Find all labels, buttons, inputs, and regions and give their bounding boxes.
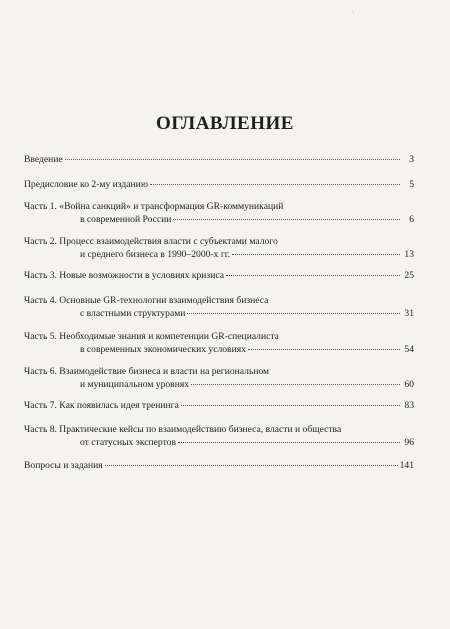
- toc-entry-text-cont: с властными структурами: [80, 307, 186, 319]
- toc-entry-text: Часть 1. «Война санкций» и трансформация GR-коммуникаций: [24, 201, 284, 212]
- leader-dots: [226, 275, 400, 276]
- toc-entry-intro: [24, 154, 414, 167]
- toc-entry-text-cont: и муниципальном уровнях: [80, 378, 190, 390]
- leader-dots: [232, 254, 400, 255]
- toc-page-number: 25: [404, 270, 414, 281]
- toc-page-number: 54: [404, 343, 414, 355]
- leader-dots: [65, 159, 400, 160]
- toc-entry-part-4: [24, 295, 414, 320]
- leader-dots: [105, 465, 398, 466]
- toc-entry-text: Часть 6. Взаимодействие бизнеса и власти на региональном: [24, 366, 270, 377]
- toc-page-number: 31: [404, 307, 414, 319]
- toc-entry-text: Часть 8. Практические кейсы по взаимодействию бизнеса, власти и общества: [24, 424, 342, 435]
- toc-entry-text: Введение: [24, 154, 63, 165]
- toc-entry-part-5: [24, 331, 414, 356]
- scan-mark: \: [352, 8, 355, 17]
- toc-entry-text-cont: в современной России: [80, 213, 172, 225]
- toc-entry-text: Часть 4. Основные GR-технологии взаимодействия бизнеса: [24, 295, 269, 306]
- leader-dots: [173, 219, 400, 220]
- toc-entry-text-cont: в современных экономических условиях: [80, 343, 246, 355]
- toc-page-number: 3: [409, 154, 414, 165]
- leader-dots: [191, 384, 400, 385]
- toc-entry-part-7: [24, 400, 414, 413]
- toc-page-number: 13: [404, 248, 414, 260]
- toc-page-number: 141: [399, 460, 414, 471]
- toc-entry-text-cont: и среднего бизнеса в 1990–2000-х гг.: [80, 248, 231, 260]
- toc-page-number: 60: [404, 378, 414, 390]
- toc-entry-part-8: [24, 424, 414, 449]
- toc-entry-text: Часть 5. Необходимые знания и компетенции GR-специалиста: [24, 331, 279, 342]
- toc-entry-text-cont: от статусных экспертов: [80, 436, 176, 448]
- toc-entry-part-6: [24, 366, 414, 391]
- toc-entry-text: Вопросы и задания: [24, 460, 103, 471]
- toc-entry-part-3: [24, 270, 414, 283]
- toc-entry-text: Часть 7. Как появилась идея тренинга: [24, 400, 179, 411]
- leader-dots: [248, 349, 400, 350]
- toc-entry-text: Часть 3. Новые возможности в условиях кризиса: [24, 270, 224, 281]
- toc-entry-part-1: [24, 201, 414, 226]
- leader-dots: [178, 442, 400, 443]
- toc-entry-questions: [24, 460, 414, 473]
- toc-page-number: 6: [409, 213, 414, 225]
- toc-page-number: 5: [409, 179, 414, 190]
- toc-entry-text: Часть 2. Процесс взаимодействия власти с субъектами малого: [24, 236, 278, 247]
- toc-entry-preface: [24, 179, 414, 192]
- toc-page-number: 83: [404, 400, 414, 411]
- toc-entry-part-2: [24, 236, 414, 261]
- toc-page-number: 96: [404, 436, 414, 448]
- toc-entry-text: Предисловие ко 2-му изданию: [24, 179, 148, 190]
- leader-dots: [181, 405, 400, 406]
- leader-dots: [187, 313, 400, 314]
- page-title: ОГЛАВЛЕНИЕ: [156, 113, 294, 134]
- leader-dots: [150, 184, 400, 185]
